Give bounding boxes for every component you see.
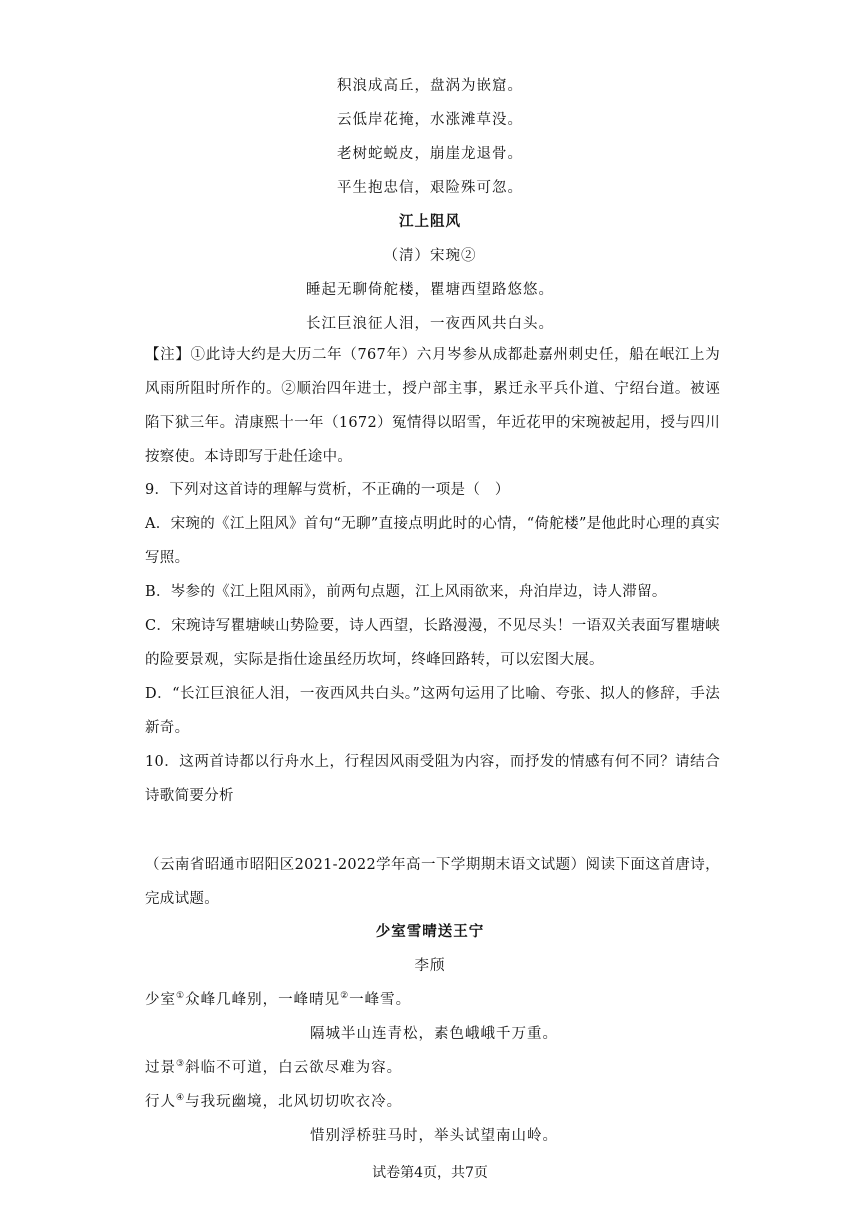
question-9-option-c: C．宋琬诗写瞿塘峡山势险要，诗人西望，长路漫漫，不见尽头！一语双关表面写瞿塘峡的险要景观，实际是指仕途虽经历坎坷，终峰回路转，可以宏图大展。 xyxy=(145,618,720,668)
poem3-line-1: 少室①众峰几峰别，一峰晴见②一峰雪。 xyxy=(145,991,412,1008)
poem2-title: 江上阻风 xyxy=(399,213,461,230)
reading-intro: （云南省昭通市昭阳区2021-2022学年高一下学期期末语文试题）阅读下面这首唐诗，完成试题。 xyxy=(145,857,720,907)
poem1-line-1: 积浪成高丘，盘涡为嵌窟。 xyxy=(337,78,523,94)
poem1-line-2: 云低岸花掩，水涨滩草没。 xyxy=(337,112,523,128)
question-9-option-d: D．“长江巨浪征人泪，一夜西风共白头。”这两句运用了比喻、夸张、拟人的修辞，手法新奇。 xyxy=(145,686,720,736)
poem2-line-1: 睡起无聊倚舵楼，瞿塘西望路悠悠。 xyxy=(306,282,554,298)
footnote-marker: ① xyxy=(176,991,186,1002)
poem3-line-4: 行人④与我玩幽境，北风切切吹衣冷。 xyxy=(145,1093,403,1110)
poem3-line-2: 隔城半山连青松，素色峨峨千万重。 xyxy=(310,1026,558,1042)
poem2-line-2: 长江巨浪征人泪，一夜西风共白头。 xyxy=(306,316,554,332)
poem3-title: 少室雪晴送王宁 xyxy=(375,923,485,940)
question-9-stem: 9．下列对这首诗的理解与赏析，不正确的一项是（ ） xyxy=(145,482,510,498)
poem3-author: 李颀 xyxy=(414,958,446,974)
poem3-line-5: 惜别浮桥驻马时，举头试望南山岭。 xyxy=(310,1128,558,1144)
footnote-marker: ③ xyxy=(176,1059,186,1070)
question-9-option-a: A．宋琬的《江上阻风》首句“无聊”直接点明此时的心情，“倚舵楼”是他此时心理的真实写照。 xyxy=(145,516,720,566)
footnote-marker: ② xyxy=(340,991,350,1002)
poem2-author: （清）宋琬② xyxy=(383,248,477,264)
footnote-marker: ④ xyxy=(176,1093,186,1104)
question-10: 10．这两首诗都以行舟水上，行程因风雨受阻为内容，而抒发的情感有何不同？请结合诗歌简要分析 xyxy=(145,754,720,804)
question-9-option-b: B．岑参的《江上阻风雨》，前两句点题，江上风雨欲来，舟泊岸边，诗人滞留。 xyxy=(145,584,667,600)
poem1-line-4: 平生抱忠信，艰险殊可忽。 xyxy=(337,180,523,196)
page-footer: 试卷第4页，共7页 xyxy=(372,1165,488,1181)
poem3-line-3: 过景③斜临不可道，白云欲尽难为容。 xyxy=(145,1059,403,1076)
poem-notes: 【注】①此诗大约是大历二年（767年）六月岑参从成都赴嘉州刺史任，船在岷江上为风雨所阻时所作的。②顺治四年进士，授户部主事，累迁永平兵仆道、宁绍台道。被诬陷下狱三年。清康熙十一年（1672）冤情得以昭雪，年近花甲的宋琬被起用，授与四川按察使。本诗即写于赴任途中。 xyxy=(145,347,720,465)
poem1-line-3: 老树蛇蜕皮，崩崖龙退骨。 xyxy=(337,146,523,162)
